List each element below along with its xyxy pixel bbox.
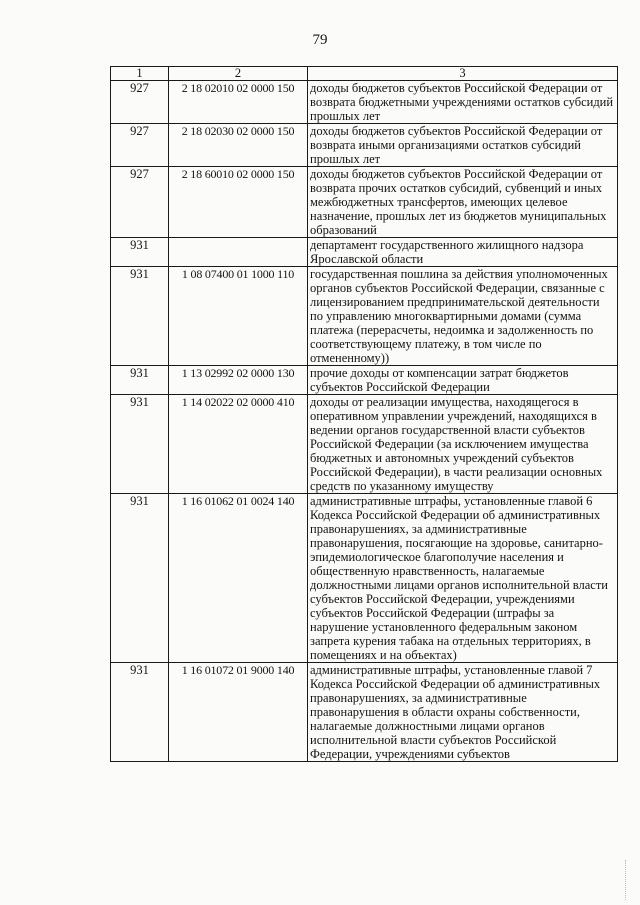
revenue-name: доходы бюджетов субъектов Российской Федерации от возврата бюджетными учреждениями остатков субсидий прошлых лет bbox=[308, 81, 618, 124]
budget-classification-code bbox=[169, 238, 308, 267]
column-header-1: 1 bbox=[111, 67, 169, 81]
revenue-name: доходы от реализации имущества, находящегося в оперативном управлении учреждений, находящихся в ведении органов государственной власти субъектов Российской Федерации (за исключением имущества бюджетных и автономных учреждений субъектов Российской Федерации), в части реализации основных средств по указанному имуществу bbox=[308, 395, 618, 494]
table-row bbox=[111, 124, 618, 167]
budget-classification-code: 1 16 01062 01 0024 140 bbox=[169, 494, 308, 663]
administrator-code: 931 bbox=[111, 238, 169, 267]
revenue-name: административные штрафы, установленные главой 6 Кодекса Российской Федерации об административных правонарушениях, за административные правонарушения, посягающие на здоровье, санитарно-эпидемиологическое благополучие населения и общественную нравственность, налагаемые должностными лицами органов исполнительной власти субъектов Российской Федерации, учреждениями субъектов Российской Федерации (штрафы за нарушение установленного федеральным законом запрета курения табака на отдельных территориях, в помещениях и на объектах) bbox=[308, 494, 618, 663]
table-row bbox=[111, 366, 618, 395]
revenue-name: государственная пошлина за действия уполномоченных органов субъектов Российской Федерации, связанные с лицензированием предпринимательской деятельности по управлению многоквартирными домами (сумма платежа (перерасчеты, недоимка и задолженность по соответствующему платежу, в том числе по отмененному)) bbox=[308, 267, 618, 366]
budget-classification-code: 1 16 01072 01 9000 140 bbox=[169, 663, 308, 762]
administrator-name: департамент государственного жилищного надзора Ярославской области bbox=[308, 238, 618, 267]
administrator-code: 931 bbox=[111, 395, 169, 494]
header-row bbox=[111, 67, 618, 81]
table-row bbox=[111, 81, 618, 124]
budget-classification-code: 1 08 07400 01 1000 110 bbox=[169, 267, 308, 366]
budget-classification-code: 1 14 02022 02 0000 410 bbox=[169, 395, 308, 494]
table-header bbox=[111, 67, 618, 81]
table-body bbox=[111, 81, 618, 762]
budget-classification-code: 2 18 02030 02 0000 150 bbox=[169, 124, 308, 167]
administrator-code: 931 bbox=[111, 494, 169, 663]
table-row bbox=[111, 395, 618, 494]
budget-classification-code: 2 18 02010 02 0000 150 bbox=[169, 81, 308, 124]
administrator-code: 927 bbox=[111, 167, 169, 238]
column-header-3: 3 bbox=[308, 67, 618, 81]
administrator-code: 931 bbox=[111, 267, 169, 366]
administrator-code: 931 bbox=[111, 663, 169, 762]
table-row bbox=[111, 167, 618, 238]
table-row bbox=[111, 663, 618, 762]
budget-classification-code: 1 13 02992 02 0000 130 bbox=[169, 366, 308, 395]
budget-classification-code: 2 18 60010 02 0000 150 bbox=[169, 167, 308, 238]
revenue-name: прочие доходы от компенсации затрат бюджетов субъектов Российской Федерации bbox=[308, 366, 618, 395]
column-header-2: 2 bbox=[169, 67, 308, 81]
scan-margin-mark bbox=[625, 860, 632, 900]
revenue-name: доходы бюджетов субъектов Российской Федерации от возврата прочих остатков субсидий, субвенций и иных межбюджетных трансфертов, имеющих целевое назначение, прошлых лет из бюджетов муниципальных образований bbox=[308, 167, 618, 238]
table-row bbox=[111, 267, 618, 366]
revenue-name: доходы бюджетов субъектов Российской Федерации от возврата иными организациями остатков субсидий прошлых лет bbox=[308, 124, 618, 167]
administrator-code: 931 bbox=[111, 366, 169, 395]
page-number: 79 bbox=[312, 32, 328, 48]
revenue-codes-table bbox=[110, 66, 618, 762]
administrator-code: 927 bbox=[111, 81, 169, 124]
administrator-code: 927 bbox=[111, 124, 169, 167]
table-row bbox=[111, 238, 618, 267]
table-row bbox=[111, 494, 618, 663]
revenue-name: административные штрафы, установленные главой 7 Кодекса Российской Федерации об административных правонарушениях, за административные правонарушения в области охраны собственности, налагаемые должностными лицами органов исполнительной власти субъектов Российской Федерации, учреждениями субъектов bbox=[308, 663, 618, 762]
